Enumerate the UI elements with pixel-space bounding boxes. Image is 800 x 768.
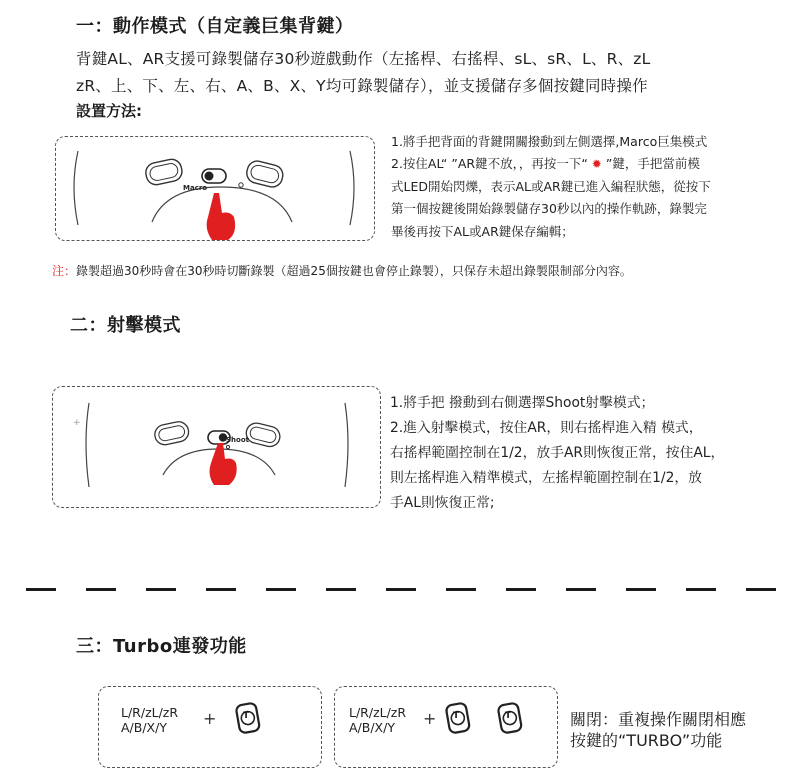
turbo-close-line2: 按鍵的“TURBO”功能 xyxy=(570,731,723,750)
turbo-disable-box xyxy=(334,686,558,768)
plus-sign: + xyxy=(423,709,437,728)
turbo-key-label: T xyxy=(243,711,250,721)
macro-step-5: 畢後再按下AL或AR鍵保存編輯； xyxy=(391,224,574,239)
turbo-disable-keys-line2: A/B/X/Y xyxy=(349,720,395,735)
shoot-switch-label: Shoot xyxy=(226,436,249,444)
shoot-step-3: 右搖桿範圍控制在1/2，放手AR則恢復正常，按住AL， xyxy=(390,445,725,461)
shoot-step-2: 2.進入射擊模式，按住AR，則右搖桿進入精 模式， xyxy=(390,420,703,436)
macro-note: 注：錄製超過30秒時會在30秒時切斷錄製（超過25個按鍵也會停止錄製），只保存未超出錄製限制部分內容。 xyxy=(52,264,632,278)
svg-text:+: + xyxy=(73,418,81,428)
turbo-close-line1: 關閉：重複操作關閉相應 xyxy=(570,710,747,729)
macro-step-1: 1.將手把背面的背鍵開關撥動到左側選擇,Marco巨集模式 xyxy=(391,134,708,149)
turbo-disable-keys-line1: L/R/zL/zR xyxy=(349,705,407,720)
home-key-icon: ✹ xyxy=(591,157,602,171)
plus-sign: + xyxy=(203,709,217,728)
shoot-illustration-box xyxy=(52,386,381,508)
turbo-key-label: T xyxy=(505,711,512,721)
shoot-step-5: 手AL則恢復正常; xyxy=(390,495,495,511)
macro-step-3: 式LED開始閃爍，表示AL或AR鍵已進入編程狀態，從按下 xyxy=(391,179,711,194)
section1-desc-line2: zR、上、下、左、右、A、B、X、Y均可錄製儲存），並支援儲存多個按鍵同時操作 xyxy=(76,77,648,95)
turbo-enable-keys-line1: L/R/zL/zR xyxy=(121,705,179,720)
section3-title: 三：Turbo連發功能 xyxy=(76,636,247,657)
turbo-enable-keys-line2: A/B/X/Y xyxy=(121,720,167,735)
turbo-key-label: T xyxy=(453,711,460,721)
macro-step-2: 2.按住AL“ ”AR鍵不放，，再按一下“ ✹ ”鍵，手把當前模 xyxy=(391,156,700,171)
macro-illustration-box xyxy=(55,136,375,241)
section-divider xyxy=(26,588,786,591)
setup-label: 設置方法: xyxy=(76,102,142,120)
macro-step-4: 第一個按鍵後開始錄製儲存30秒以內的操作軌跡，錄製完 xyxy=(391,201,707,216)
section1-desc-line1: 背鍵AL、AR支援可錄製儲存30秒遊戲動作（左搖桿、右搖桿、sL、sR、L、R、zL xyxy=(76,50,651,68)
section1-title: 一：動作模式（自定義巨集背鍵） xyxy=(76,16,354,37)
section2-title: 二：射擊模式 xyxy=(70,315,181,336)
turbo-enable-box xyxy=(98,686,322,768)
macro-switch-label: Macro xyxy=(183,184,208,192)
controller-back-shoot-illustration xyxy=(53,387,380,507)
controller-back-macro-illustration xyxy=(56,137,374,240)
shoot-step-4: 則左搖桿進入精準模式，左搖桿範圍控制在1/2，放 xyxy=(390,470,702,486)
shoot-step-1: 1.將手把 撥動到右側選擇Shoot射擊模式； xyxy=(390,395,655,411)
